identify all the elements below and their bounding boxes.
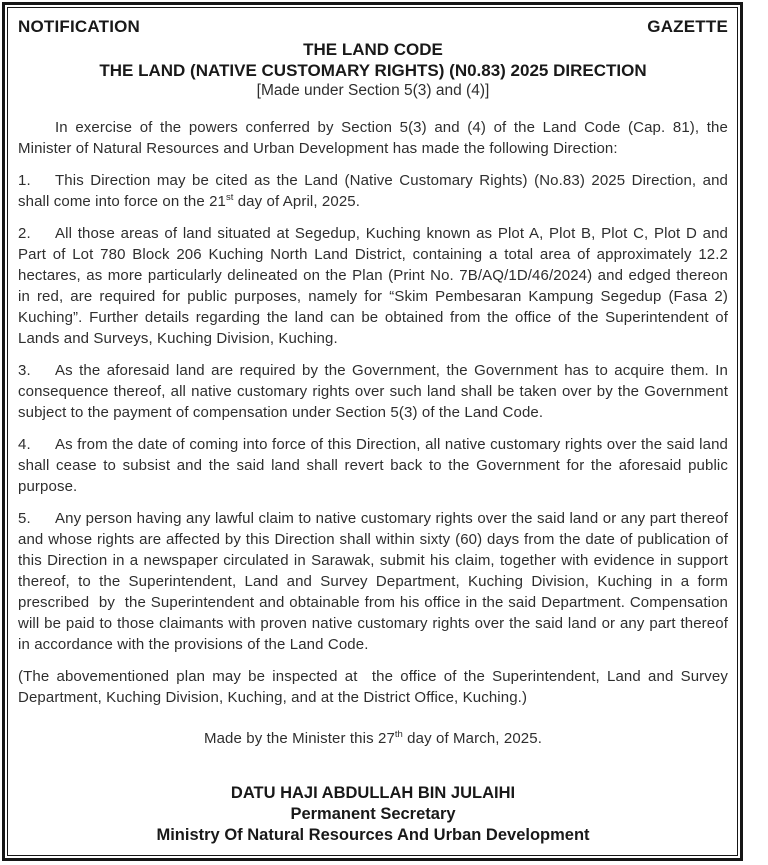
signatory-name: DATU HAJI ABDULLAH BIN JULAIHI xyxy=(230,784,516,802)
made-under-note: [Made under Section 5(3) and (4)] xyxy=(256,82,490,99)
signatory-ministry: Ministry Of Natural Resources And Urban Development xyxy=(156,826,590,844)
clause-2-number: 2. xyxy=(18,225,31,242)
clause-4-text: As from the date of coming into force of this Direction, all native customary rights over the said land shall cease to subsist and the said land shall revert back to the Government for the aforesaid public purpose. xyxy=(18,436,733,495)
clause-1 xyxy=(18,170,733,212)
made-by-text: Made by the Minister this 27 xyxy=(203,730,395,747)
gazette-label: GAZETTE xyxy=(647,17,728,36)
signature-block xyxy=(18,783,728,846)
clause-1-number: 1. xyxy=(18,172,31,189)
made-by-text-cont: day of March, 2025. xyxy=(402,730,543,747)
clause-1-ordinal-suffix: st xyxy=(226,192,234,203)
document-subtitle: THE LAND (NATIVE CUSTOMARY RIGHTS) (N0.83) 2025 DIRECTION xyxy=(99,61,647,80)
plan-inspection-note: (The abovementioned plan may be inspected at the office of the Superintendent, Land and Survey Department, Kuching Division, Kuching, and at the District Office, Kuching.) xyxy=(18,668,733,706)
made-by-ordinal-suffix: th xyxy=(394,729,403,740)
document-double-border xyxy=(2,2,743,861)
clause-3-number: 3. xyxy=(18,362,31,379)
clause-4-number: 4. xyxy=(18,436,31,453)
clause-4 xyxy=(18,434,733,497)
document-content-area xyxy=(7,7,738,856)
document-title: THE LAND CODE xyxy=(303,40,443,59)
page-header-row xyxy=(18,18,728,36)
signatory-title: Permanent Secretary xyxy=(290,805,456,823)
clause-5 xyxy=(18,508,733,655)
clause-2 xyxy=(18,223,733,349)
made-by-minister-line xyxy=(18,728,728,749)
clause-3 xyxy=(18,360,733,423)
clause-5-number: 5. xyxy=(18,510,31,527)
intro-paragraph: In exercise of the powers conferred by Section 5(3) and (4) of the Land Code (Cap. 81), the Minister of Natural Resources and Urban Development has made the following Direction: xyxy=(18,119,733,157)
clause-2-text: All those areas of land situated at Segedup, Kuching known as Plot A, Plot B, Plot C, Plot D and Part of Lot 780 Block 206 Kuching North Land District, containing a total area of approximately 12.2 hectares, as more particularly delineated on the Plan (Print No. 7B/AQ/1D/46/2024) and edged thereon in red, are required for public purposes, namely for “Skim Pembesaran Kampung Segedup (Fasa 2) Kuching”. Further details regarding the land can be obtained from the office of the Superintendent of Lands and Surveys, Kuching Division, Kuching. xyxy=(18,225,733,347)
title-block xyxy=(18,39,728,101)
clause-1-text-cont: day of April, 2025. xyxy=(233,193,361,210)
notification-label: NOTIFICATION xyxy=(18,17,141,36)
clause-1-text: This Direction may be cited as the Land (Native Customary Rights) (No.83) 2025 Direction, and shall come into force on the 21 xyxy=(18,172,733,210)
clause-3-text: As the aforesaid land are required by the Government, the Government has to acquire them. In consequence thereof, all native customary rights over such land shall be taken over by the Government subject to the payment of compensation under Section 5(3) of the Land Code. xyxy=(18,362,733,421)
clause-5-text: Any person having any lawful claim to native customary rights over the said land or any part thereof and whose rights are affected by this Direction shall within sixty (60) days from the date of publication of this Direction in a newspaper circulated in Sarawak, submit his claim, together with evidence in support thereof, to the Superintendent, Land and Survey Department, Kuching Division, Kuching in a form prescribed by the Superintendent and obtainable from his office in the said Department. Compensation will be paid to those claimants with proven native customary rights over the said land or any part thereof in accordance with the provisions of the Land Code. xyxy=(18,510,733,653)
